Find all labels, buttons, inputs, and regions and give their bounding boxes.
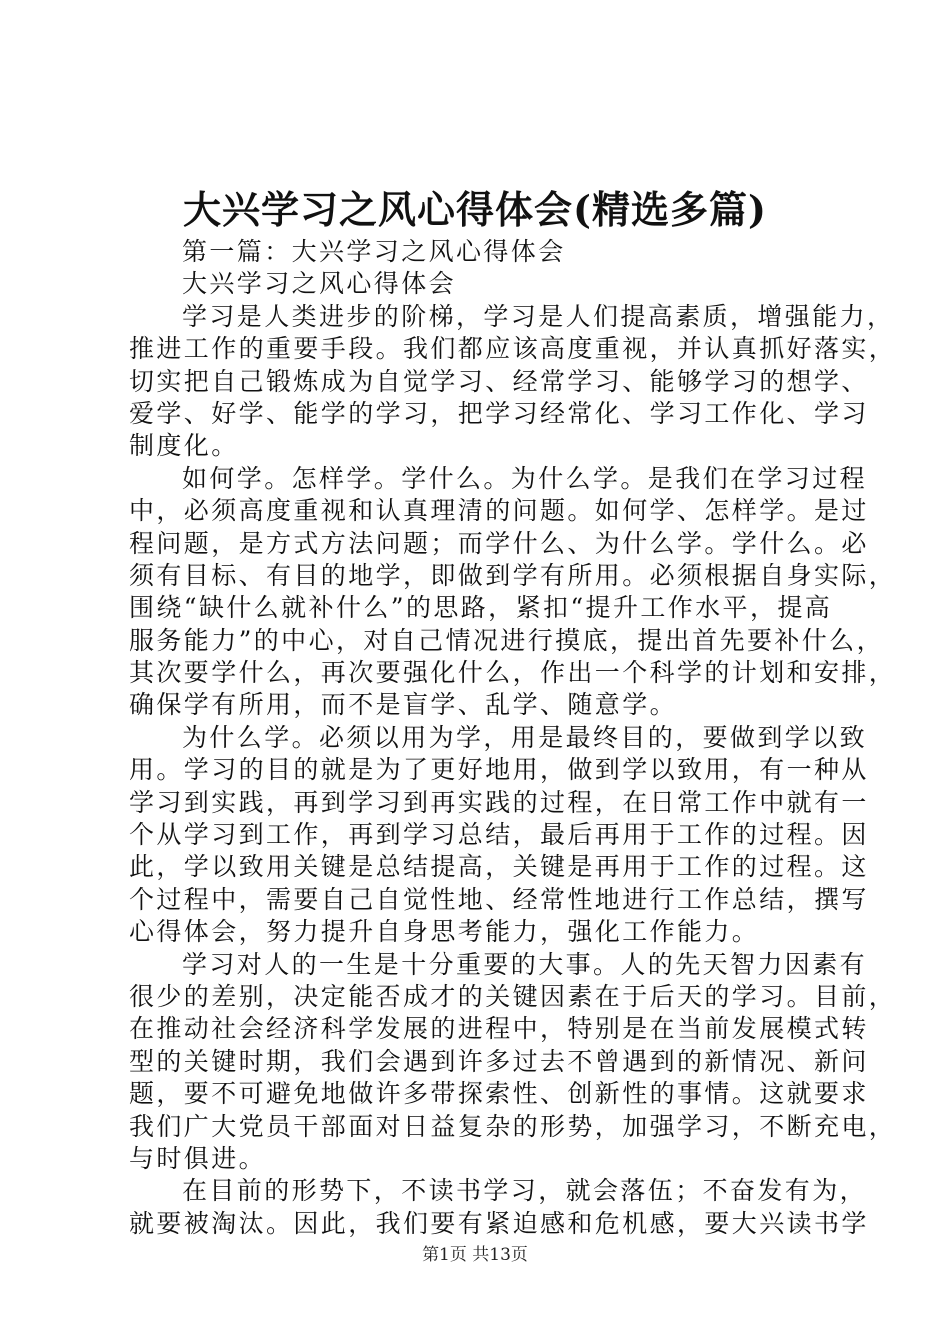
text-line: 很少的差别，决定能否成才的关键因素在于后天的学习。目前， [129, 981, 897, 1011]
text-line: 第一篇：大兴学习之风心得体会 [182, 237, 566, 266]
text-line: 心得体会，努力提升自身思考能力，强化工作能力。 [129, 917, 760, 947]
text-line: 服务能力”的中心，对自己情况进行摸底，提出首先要补什么， [129, 625, 884, 655]
text-line: 大兴学习之风心得体会 [182, 269, 457, 299]
text-line: 型的关键时期，我们会遇到许多过去不曾遇到的新情况、新问 [129, 1046, 869, 1076]
text-line: 为什么学。必须以用为学，用是最终目的，要做到学以致 [182, 722, 868, 752]
text-line: 此，学以致用关键是总结提高，关键是再用于工作的过程。这 [129, 852, 869, 882]
text-line: 须有目标、有目的地学，即做到学有所用。必须根据自身实际， [129, 560, 897, 590]
text-line: 在推动社会经济科学发展的进程中，特别是在当前发展模式转 [129, 1014, 869, 1044]
text-line: 推进工作的重要手段。我们都应该高度重视，并认真抓好落实， [129, 334, 897, 364]
text-line: 其次要学什么，再次要强化什么，作出一个科学的计划和安排， [129, 658, 897, 688]
text-line: 程问题，是方式方法问题；而学什么、为什么学。学什么。必 [129, 528, 869, 558]
text-line: 就要被淘汰。因此，我们要有紧迫感和危机感，要大兴读书学 [129, 1208, 869, 1238]
text-line: 个过程中，需要自己自觉性地、经常性地进行工作总结，撰写 [129, 884, 869, 914]
page-indicator: 第1页 共13页 [422, 1245, 528, 1265]
text-line: 与时俱进。 [129, 1143, 267, 1173]
text-line: 我们广大党员干部面对日益复杂的形势，加强学习，不断充电， [129, 1111, 897, 1141]
document-title: 大兴学习之风心得体会(精选多篇) [183, 187, 767, 232]
text-line: 个从学习到工作，再到学习总结，最后再用于工作的过程。因 [129, 820, 869, 850]
text-line: 学习对人的一生是十分重要的大事。人的先天智力因素有 [182, 949, 868, 979]
text-line: 制度化。 [129, 431, 239, 461]
text-line: 切实把自己锻炼成为自觉学习、经常学习、能够学习的想学、 [129, 366, 869, 396]
text-line: 爱学、好学、能学的学习，把学习经常化、学习工作化、学习 [129, 398, 869, 428]
text-line: 用。学习的目的就是为了更好地用，做到学以致用，有一种从 [129, 755, 869, 785]
text-line: 在目前的形势下，不读书学习，就会落伍；不奋发有为， [182, 1176, 868, 1206]
text-line: 确保学有所用，而不是盲学、乱学、随意学。 [129, 690, 678, 720]
text-line: 围绕“缺什么就补什么”的思路，紧扣“提升工作水平，提高 [129, 593, 833, 623]
text-line: 题，要不可避免地做许多带探索性、创新性的事情。这就要求 [129, 1079, 869, 1109]
text-line: 中，必须高度重视和认真理清的问题。如何学、怎样学。是过 [129, 496, 869, 526]
document-body [129, 236, 897, 1240]
text-line: 学习到实践，再到学习到再实践的过程，在日常工作中就有一 [129, 787, 869, 817]
text-line: 学习是人类进步的阶梯，学习是人们提高素质，增强能力， [182, 301, 895, 331]
text-line: 如何学。怎样学。学什么。为什么学。是我们在学习过程 [182, 463, 868, 493]
